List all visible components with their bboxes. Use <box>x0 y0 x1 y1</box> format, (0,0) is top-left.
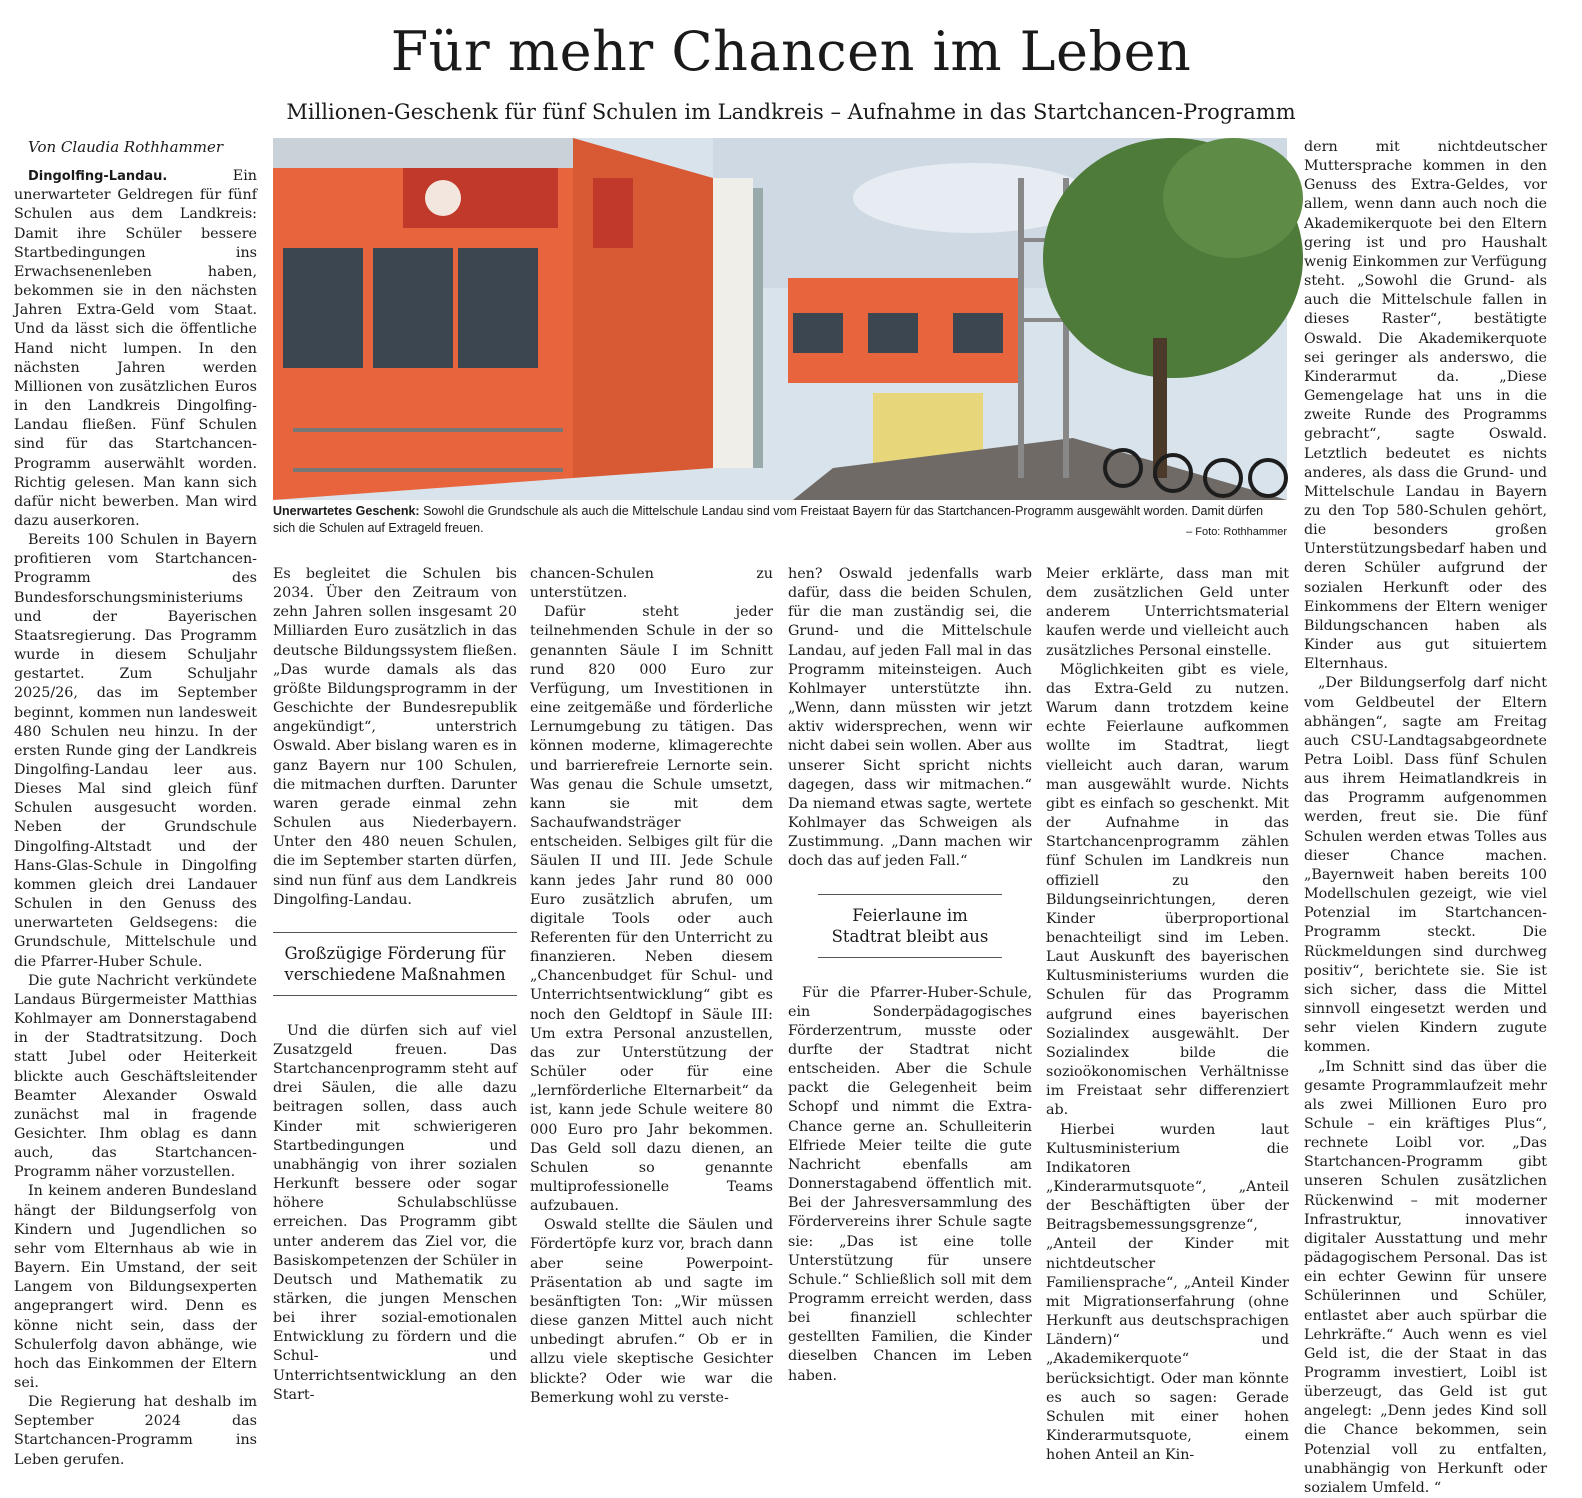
article-column-3 <box>530 565 773 1330</box>
school-building-photo <box>273 138 1287 500</box>
byline: Von Claudia Rothhammer <box>14 138 257 157</box>
paragraph: Oswald stellte die Säulen und Fördertöpfe kurz vor, brach dann aber seine Powerpoint-Präsentation ab und sagte im besänftigten Ton: „Wir müssen diese ganzen Mittel auch nicht unbedingt abrufen.“ Ob er in allzu viele skeptische Gesichter blickte? Oder wie war die Bemerkung wohl zu verste- <box>530 1216 773 1408</box>
paragraph: chancen-Schulen zu unterstützen. <box>530 565 773 603</box>
photo-caption <box>273 503 1287 537</box>
photo-credit: – Foto: Rothhammer <box>1186 524 1287 541</box>
dateline: Dingolfing-Landau. <box>28 169 167 184</box>
paragraph: Möglichkeiten gibt es viele, das Extra-Geld zu nutzen. Warum dann trotzdem keine echte Feierlaune aufkommen wollte im Stadtrat, liegt vielleicht auch daran, warum man ausgewählt wurde. Nichts gibt es einfach so geschenkt. Mit der Aufnahme in das Startchancenprogramm zählen fünf Schulen im Landkreis nun offiziell zu den Bildungseinrichtungen, deren Kinder überproportional benachteiligt sind im Leben. Laut Auskunft des bayerischen Kultusministeriums wurden die Schulen für das Programm aufgrund eines bayerischen Sozialindex ausgewählt. Der Sozialindex bilde die sozioökonomischen Verhältnisse im Freistaat sehr differenziert ab. <box>1046 661 1289 1121</box>
headline: Für mehr Chancen im Leben <box>0 20 1582 83</box>
paragraph: Meier erklärte, dass man mit dem zusätzlichen Geld unter anderem Unterrichtsmaterial kaufen werde und vielleicht auch zusätzliches Personal einstelle. <box>1046 565 1289 661</box>
article-column-5 <box>1046 565 1289 1330</box>
paragraph: „Im Schnitt sind das über die gesamte Programmlaufzeit mehr als zwei Millionen Euro pro Schule – ein kräftiges Plus“, rechnete Loibl vor. „Das Startchancen-Programm gibt unseren Schulen zusätzlichen Rückenwind – mit moderner Infrastruktur, innovativer digitaler Ausstattung und mehr pädagogischem Personal. Das ist ein echter Gewinn für unsere Schülerinnen und Schüler, entlastet aber auch spürbar die Lehrkräfte.“ Auch wenn es viel Geld ist, die der Staat in das Programm investiert, Loibl ist überzeugt, das Geld ist gut angelegt: „Denn jedes Kind soll die Chance bekommen, sein Potenzial voll zu entfalten, unabhängig von Herkunft oder sozialem Umfeld. “ <box>1304 1058 1547 1498</box>
school-building-illustration <box>273 138 1287 500</box>
section-subtitle: Großzügige Förderung für verschiedene Maßnahmen <box>273 932 517 996</box>
paragraph: Für die Pfarrer-Huber-Schule, ein Sonderpädagogisches Förderzentrum, musste oder durfte der Stadtrat nicht entscheiden. Aber die Schule packt die Gelegenheit beim Schopf und nimmt die Extra-Chance gerne an. Schulleiterin Elfriede Meier teilte die gute Nachricht ebenfalls am Donnerstagabend öffentlich mit. Bei der Jahresversammlung des Fördervereins ihrer Schule sagte sie: „Das ist eine tolle Unterstützung für unsere Schule.“ Schließlich soll mit dem Programm erreicht werden, dass bei finanziell schlechter gestellten Familien, die Kinder dieselben Chancen im Leben haben. <box>788 984 1032 1386</box>
paragraph: Hierbei wurden laut Kultusministerium die Indikatoren „Kinderarmutsquote“, „Anteil der Beschäftigten über der Beitragsbemessungsgrenze“, „Anteil der Kinder mit nichtdeutscher Familiensprache“, „Anteil Kinder mit Migrationserfahrung (ohne Herkunft aus deutschsprachigen Ländern)“ und „Akademikerquote“ berücksichtigt. Oder man könnte es auch so sagen: Gerade Schulen mit einer hohen Kinderarmutsquote, einem hohen Anteil an Kin- <box>1046 1121 1289 1466</box>
paragraph: hen? Oswald jedenfalls warb dafür, dass die beiden Schulen, für die man zuständig sei, die Grund- und die Mittelschule Landau, auf jeden Fall mal in das Programm miteinsteigen. Auch Kohlmayer unterstützte ihn. „Wenn, dann müssten wir jetzt aktiv widersprechen, wenn wir nicht dabei sein wollen. Aber aus unserer Sicht spricht nichts dagegen, dass wir mitmachen.“ Da niemand etwas sagte, wertete Kohlmayer das Schweigen als Zustimmung. „Dann machen wir doch das auf jeden Fall.“ <box>788 565 1032 872</box>
paragraph: Dingolfing-Landau. Ein unerwarteter Geldregen für fünf Schulen aus dem Landkreis: Damit ihre Schüler bessere Startbedingungen ins Erwachsenenleben haben, bekommen sie in den nächsten Jahren Extra-Geld vom Staat. Und da lässt sich die öffentliche Hand nicht lumpen. In den nächsten Jahren werden Millionen von zusätzlichen Euros in den Landkreis Dingolfing-Landau fließen. Fünf Schulen sind für das Startchancen-Programm auserwählt worden. Richtig gelesen. Man kann sich dafür nicht bewerben. Man wird dazu auserkoren. <box>14 167 257 531</box>
caption-lead: Unerwartetes Geschenk: <box>273 504 420 518</box>
section-subtitle: Feierlaune im Stadtrat bleibt aus <box>818 894 1002 958</box>
paragraph: In keinem anderen Bundesland hängt der Bildungserfolg von Kindern und Jugendlichen so sehr vom Elternhaus ab wie in Bayern. Ein Umstand, der seit Langem von Bildungsexperten angeprangert wird. Denn es könne nicht sein, dass der Schulerfolg davon abhänge, wie hoch das Einkommen der Eltern sei. <box>14 1182 257 1393</box>
article-column-6 <box>1304 138 1547 1328</box>
article-column-2 <box>273 565 517 1330</box>
article-column-4 <box>788 565 1032 1330</box>
article-column-1 <box>14 138 257 1328</box>
paragraph: Es begleitet die Schulen bis 2034. Über den Zeitraum von zehn Jahren sollen insgesamt 20 Milliarden Euro zusätzlich in das deutsche Bildungssystem fließen. „Das wurde damals als das größte Bildungsprogramm in der Geschichte der Bundesrepublik angekündigt“, unterstrich Oswald. Aber bislang waren es in ganz Bayern nur 100 Schulen, die mitmachen durften. Darunter waren gerade einmal zehn Schulen aus Niederbayern. Unter den 480 neuen Schulen, die im September starten dürfen, sind nun fünf aus dem Landkreis Dingolfing-Landau. <box>273 565 517 910</box>
paragraph: Die gute Nachricht verkündete Landaus Bürgermeister Matthias Kohlmayer am Donnerstagabend in der Stadtratsitzung. Doch statt Jubel oder Heiterkeit blickte auch Geschäftsleitender Beamter Alexander Oswald zunächst mal in fragende Gesichter. Ihm oblag es dann auch, das Startchancen-Programm näher vorzustellen. <box>14 972 257 1183</box>
paragraph: Dafür steht jeder teilnehmenden Schule in der so genannten Säule I im Schnitt rund 820 000 Euro zur Verfügung, um Investitionen in eine zeitgemäße und förderliche Lernumgebung zu tätigen. Das können moderne, klimagerechte und barrierefreie Lernorte sein. Was genau die Schule umsetzt, kann sie mit dem Sachaufwandsträger entscheiden. Selbiges gilt für die Säulen II und III. Jede Schule kann jedes Jahr rund 80 000 Euro zusätzlich abrufen, um digitale Tools oder auch Referenten für den Unterricht zu finanzieren. Neben diesem „Chancenbudget für Schul- und Unterrichtsentwicklung“ gibt es noch den Geldtopf in Säule III: Um extra Personal anzustellen, das zur Unterstützung der Schüler oder für eine „lernförderliche Elternarbeit“ da ist, kann jede Schule weitere 80 000 Euro pro Jahr bekommen. Das Geld soll dazu dienen, an Schulen so genannte multiprofessionelle Teams aufzubauen. <box>530 603 773 1216</box>
caption-text: Sowohl die Grundschule als auch die Mittelschule Landau sind vom Freistaat Bayern für das Startchancen-Programm ausgewählt worden. Damit dürfen sich die Schulen auf Extrageld freuen. <box>273 504 1263 535</box>
paragraph: „Der Bildungserfolg darf nicht vom Geldbeutel der Eltern abhängen“, sagte am Freitag auch CSU-Landtagsabgeordnete Petra Loibl. Dass fünf Schulen aus ihrem Heimatlandkreis in das Programm aufgenommen werden, freut sie. Die fünf Schulen werden etwas Tolles aus dieser Chance machen. „Bayernweit haben bereits 100 Modellschulen gezeigt, wie viel Potenzial im Startchancen-Programm steckt. Die Rückmeldungen sind durchweg positiv“, berichtete sie. Sie ist sich sicher, dass die Mittel sinnvoll eingesetzt werden und sehr vielen Kindern zugute kommen. <box>1304 674 1547 1057</box>
paragraph: dern mit nichtdeutscher Muttersprache kommen in den Genuss des Extra-Geldes, vor allem, wenn dann auch noch die Akademikerquote bei den Eltern gering ist und pro Haushalt wenig Einkommen zur Verfügung steht. „Sowohl die Grund- als auch die Mittelschule fallen in dieses Raster“, bestätigte Oswald. Die Akademikerquote sei geringer als anderswo, die Kinderarmut da. „Diese Gemengelage hat uns in die zweite Runde des Programms gebracht“, sagte Oswald. Letztlich bedeutet es nichts anderes, als dass die Grund- und Mittelschule Landau in Bayern zu den Top 580-Schulen gehört, die besonders großen Unterstützungsbedarf haben und deren Schüler aufgrund der sozialen Herkunft oder des Einkommens der Eltern weniger Bildungschancen haben als Kinder aus gut situiertem Elternhaus. <box>1304 138 1547 674</box>
paragraph: Die Regierung hat deshalb im September 2024 das Startchancen-Programm ins Leben gerufen. <box>14 1393 257 1470</box>
subheadline: Millionen-Geschenk für fünf Schulen im Landkreis – Aufnahme in das Startchancen-Programm <box>0 100 1582 124</box>
paragraph: Und die dürfen sich auf viel Zusatzgeld freuen. Das Startchancenprogramm steht auf drei Säulen, die alle dazu beitragen sollen, dass auch Kinder mit schwierigeren Startbedingungen und unabhängig von ihrer sozialen Herkunft bessere oder sogar höhere Schulabschlüsse erreichen. Das Programm gibt unter anderem das Ziel vor, die Basiskompetenzen der Schüler in Deutsch und Mathematik zu stärken, die jungen Menschen bei ihrer sozial-emotionalen Entwicklung zu fördern und die Schul- und Unterrichtsentwicklung an den Start- <box>273 1022 517 1405</box>
paragraph: Bereits 100 Schulen in Bayern profitieren vom Startchancen-Programm des Bundesforschungsministeriums und der Bayerischen Staatsregierung. Das Programm wurde in diesem Schuljahr gestartet. Zum Schuljahr 2025/26, das im September beginnt, kommen nun landesweit 480 Schulen neu hinzu. In der ersten Runde ging der Landkreis Dingolfing-Landau leer aus. Dieses Mal sind gleich fünf Schulen ausgesucht worden. Neben der Grundschule Dingolfing-Altstadt und der Hans-Glas-Schule in Dingolfing kommen gleich drei Landauer Schulen in den Genuss des unerwarteten Geldsegens: die Grundschule, Mittelschule und die Pfarrer-Huber Schule. <box>14 531 257 972</box>
